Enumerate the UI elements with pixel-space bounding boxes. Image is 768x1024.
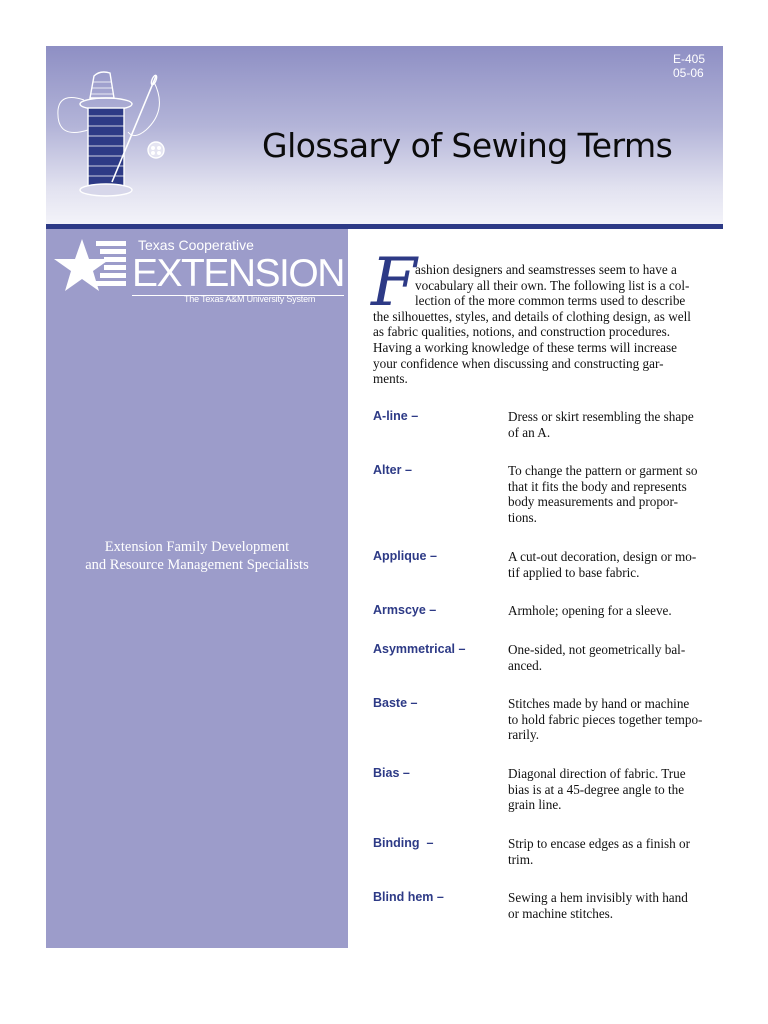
glossary-term-a-line: A-line – [373, 409, 419, 423]
intro-line: Having a working knowledge of these terms will increase [373, 339, 677, 355]
glossary-definition-a-line [508, 409, 723, 440]
thread-spool-thimble-icon [50, 70, 170, 202]
glossary-definition-binding [508, 836, 723, 867]
page-title: Glossary of Sewing Terms [262, 126, 673, 165]
glossary-definition-armscye [508, 603, 723, 619]
extension-logo [52, 233, 344, 313]
logo-university-system: The Texas A&M University System [184, 294, 316, 304]
intro-line: ments. [373, 371, 408, 387]
glossary-term-applique: Applique – [373, 549, 437, 563]
definition-line: Strip to encase edges as a finish or [508, 836, 691, 851]
definition-line: Diagonal direction of fabric. True [508, 766, 686, 781]
definition-line: anced. [508, 657, 543, 673]
definition-line: trim. [508, 851, 534, 867]
definition-line: of an A. [508, 424, 551, 440]
definition-line: or machine stitches. [508, 905, 614, 921]
glossary-term-binding: Binding – [373, 836, 434, 850]
glossary-term-asymmetrical: Asymmetrical – [373, 642, 466, 656]
logo-extension: EXTENSION [132, 252, 344, 295]
authors-line-1: Extension Family Development [104, 539, 290, 555]
definition-line: to hold fabric pieces together tempo- [508, 711, 703, 727]
intro-dropcap: F [371, 244, 417, 321]
definition-line: Stitches made by hand or machine [508, 696, 690, 711]
glossary-term-bias: Bias – [373, 766, 410, 780]
definition-line: that it fits the body and represents [508, 478, 687, 494]
glossary-term-alter: Alter – [373, 463, 412, 477]
definition-line: A cut-out decoration, design or mo- [508, 549, 697, 564]
logo-texas-cooperative: Texas Cooperative [138, 237, 254, 253]
intro-line: as fabric qualities, notions, and construction procedures. [373, 324, 671, 340]
definition-line: body measurements and propor- [508, 494, 679, 510]
intro-line: ashion designers and seamstresses seem to have a [415, 262, 677, 277]
publication-date: 05-06 [673, 66, 704, 80]
authors-line-2: and Resource Management Specialists [85, 557, 309, 573]
glossary-definition-baste [508, 696, 723, 743]
texas-star-icon [52, 235, 132, 297]
publication-code [673, 52, 705, 80]
glossary-definition-alter [508, 463, 723, 525]
glossary-definition-blind-hem [508, 890, 723, 921]
glossary-term-armscye: Armscye – [373, 603, 437, 617]
definition-line: tions. [508, 509, 537, 525]
sidebar-panel [46, 229, 348, 948]
definition-line: rarily. [508, 727, 539, 743]
intro-line: vocabulary all their own. The following list is a col- [415, 277, 690, 293]
intro-paragraph [373, 262, 723, 387]
glossary-definition-applique [508, 549, 723, 580]
definition-line: To change the pattern or garment so [508, 463, 698, 478]
glossary-term-baste: Baste – [373, 696, 418, 710]
glossary-term-blind-hem: Blind hem – [373, 890, 444, 904]
definition-line: Armhole; opening for a sleeve. [508, 603, 672, 618]
glossary-definition-bias [508, 766, 723, 813]
intro-line: the silhouettes, styles, and details of clothing design, as well [373, 308, 691, 324]
intro-line: your confidence when discussing and constructing gar- [373, 355, 664, 371]
glossary-definition-asymmetrical [508, 642, 723, 673]
publication-number: E-405 [673, 52, 706, 66]
authors-credit [46, 538, 348, 574]
intro-line: lection of the more common terms used to describe [415, 293, 686, 309]
definition-line: tif applied to base fabric. [508, 564, 640, 580]
definition-line: One-sided, not geometrically bal- [508, 642, 686, 657]
definition-line: bias is at a 45-degree angle to the [508, 781, 685, 797]
header-banner [46, 46, 723, 224]
definition-line: grain line. [508, 797, 562, 813]
definition-line: Sewing a hem invisibly with hand [508, 890, 688, 905]
definition-line: Dress or skirt resembling the shape [508, 409, 694, 424]
